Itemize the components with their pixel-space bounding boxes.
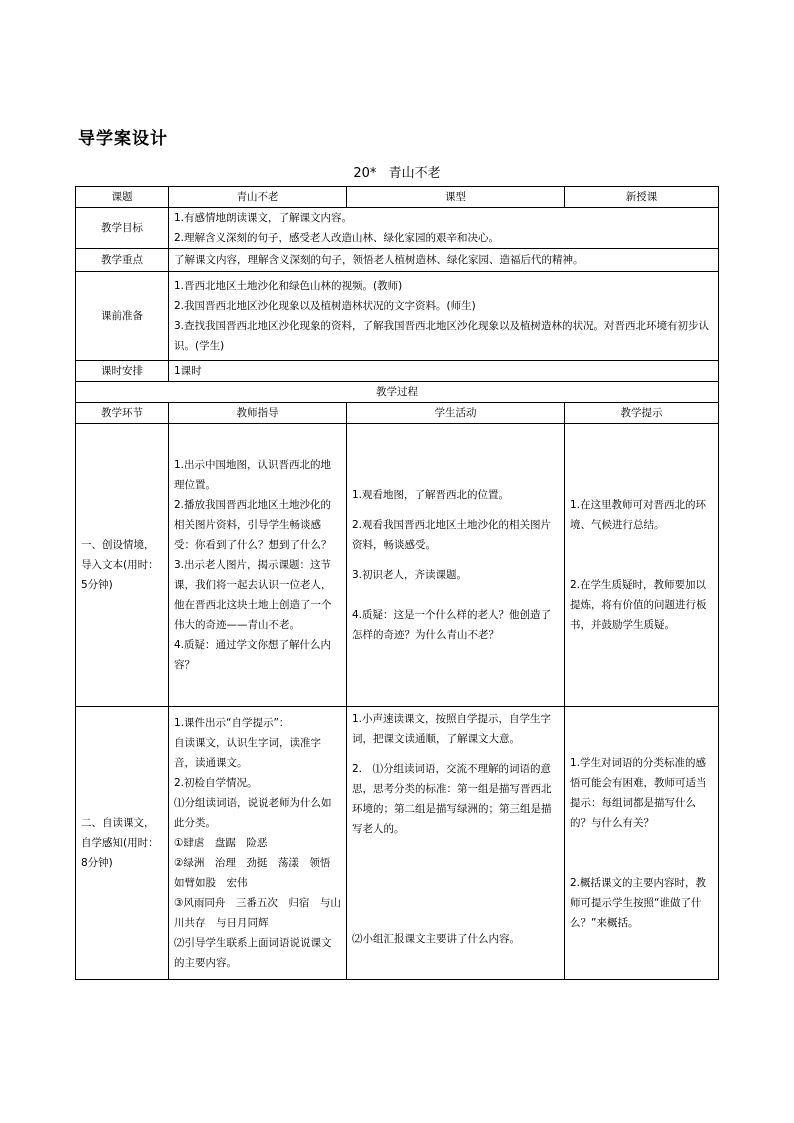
teacher-cell xyxy=(169,424,347,707)
tips-cell xyxy=(565,707,719,980)
student-cell xyxy=(347,707,565,980)
time-label: 课时安排 xyxy=(76,361,169,382)
process-header-row xyxy=(76,403,719,424)
course-row xyxy=(76,187,719,208)
time-row xyxy=(76,361,719,382)
prep-item: 1.晋西北地区土地沙化和绿色山林的视频。(教师) xyxy=(174,280,403,292)
tip-item: 1.学生对词语的分类标准的感悟可能会有困难，教师可适当提示：每组词都是描写什么的？与什么有关？ xyxy=(570,757,707,829)
header-stage: 教学环节 xyxy=(76,403,169,424)
tips-cell xyxy=(565,424,719,707)
teacher-step: ②绿洲 治理 劲挺 荡漾 领悟 如臂如股 宏伟 xyxy=(174,857,341,889)
course-label: 课题 xyxy=(76,187,169,208)
goals-label: 教学目标 xyxy=(76,208,169,249)
teacher-step: 1.课件出示“自学提示”： xyxy=(174,717,290,729)
lesson-name: 青山不老 xyxy=(388,166,441,181)
goal-item: 2.理解含义深刻的句子，感受老人改造山林、绿化家园的艰辛和决心。 xyxy=(174,232,500,244)
tip-item: 2.在学生质疑时，教师要加以提炼，将有价值的问题进行板书，并鼓励学生质疑。 xyxy=(570,579,707,631)
teacher-step: ⑴分组读词语，说说老师为什么如此分类。 xyxy=(174,797,332,829)
teacher-step: 1.出示中国地图，认识晋西北的地理位置。 xyxy=(174,459,332,491)
process-title: 教学过程 xyxy=(76,382,719,403)
student-step: 1.观看地图，了解晋西北的位置。 xyxy=(352,489,510,501)
tip-item: 1.在这里教师可对晋西北的环境、气候进行总结。 xyxy=(570,499,707,531)
student-step: 2. ⑴分组读词语，交流不理解的词语的意思，思考分类的标准：第一组是描写晋西北环境的；第二组是描写绿洲的；第三组是描写老人的。 xyxy=(352,763,552,835)
focus-row xyxy=(76,249,719,272)
student-step: 1.小声速读课文，按照自学提示，自学生字词，把课文读通顺，了解课文大意。 xyxy=(352,713,552,745)
document-title: 导学案设计 xyxy=(78,129,168,149)
lesson-heading xyxy=(0,162,794,181)
student-step: 3.初识老人，齐读课题。 xyxy=(352,569,468,581)
focus-label: 教学重点 xyxy=(76,249,169,272)
lesson-number: 20* xyxy=(353,166,377,181)
stage-cell: 二、自读课文，自学感知(用时：8分钟) xyxy=(76,707,169,980)
prep-item: 3.查找我国晋西北地区沙化现象的资料，了解我国晋西北地区沙化现象以及植树造林的状况。对晋西北环境有初步认识。(学生) xyxy=(174,320,710,352)
course-value: 青山不老 xyxy=(169,187,347,208)
teacher-cell xyxy=(169,707,347,980)
student-cell xyxy=(347,424,565,707)
goals-row xyxy=(76,208,719,249)
prep-label: 课前准备 xyxy=(76,272,169,361)
time-value: 1课时 xyxy=(169,361,719,382)
teacher-step: 3.出示老人图片，揭示课题：这节课，我们将一起去认识一位老人，他在晋西北这块土地上创造了一个伟大的奇迹——青山不老。 xyxy=(174,559,332,631)
teacher-step: 2.初检自学情况。 xyxy=(174,777,258,789)
process-row-1 xyxy=(76,424,719,707)
teacher-step: ③风雨同舟 三番五次 归宿 与山川共存 与日月同辉 xyxy=(174,897,341,929)
teacher-step: ⑵引导学生联系上面词语说说课文的主要内容。 xyxy=(174,937,332,969)
type-value: 新授课 xyxy=(565,187,719,208)
lesson-plan-table xyxy=(75,186,719,980)
teacher-step: 2.播放我国晋西北地区土地沙化的相关图片资料，引导学生畅谈感受：你看到了什么？想到了什么？ xyxy=(174,499,332,551)
teacher-step: 4.质疑：通过学文你想了解什么内容？ xyxy=(174,639,332,671)
goal-item: 1.有感情地朗读课文，了解课文内容。 xyxy=(174,212,353,224)
prep-row xyxy=(76,272,719,361)
prep-cell xyxy=(169,272,719,361)
teacher-step: 自读课文，认识生字词，读准字音，读通课文。 xyxy=(174,737,321,769)
goals-cell xyxy=(169,208,719,249)
type-label: 课型 xyxy=(347,187,565,208)
tip-item: 2.概括课文的主要内容时，教师可提示学生按照“谁做了什么？”来概括。 xyxy=(570,877,707,929)
process-title-row xyxy=(76,382,719,403)
stage-cell: 一、创设情境，导入文本(用时：5分钟) xyxy=(76,424,169,707)
focus-value: 了解课文内容，理解含义深刻的句子，领悟老人植树造林、绿化家园、造福后代的精神。 xyxy=(169,249,719,272)
header-teacher: 教师指导 xyxy=(169,403,347,424)
prep-item: 2.我国晋西北地区沙化现象以及植树造林状况的文字资料。(师生) xyxy=(174,300,476,312)
teacher-step: ①肆虐 盘踞 险恶 xyxy=(174,837,268,849)
header-student: 学生活动 xyxy=(347,403,565,424)
process-row-2 xyxy=(76,707,719,980)
student-step: 4.质疑：这是一个什么样的老人？他创造了怎样的奇迹？为什么青山不老？ xyxy=(352,609,552,641)
student-step: 2.观看我国晋西北地区土地沙化的相关图片资料，畅谈感受。 xyxy=(352,519,552,551)
student-step: ⑵小组汇报课文主要讲了什么内容。 xyxy=(352,933,520,945)
header-tips: 教学提示 xyxy=(565,403,719,424)
